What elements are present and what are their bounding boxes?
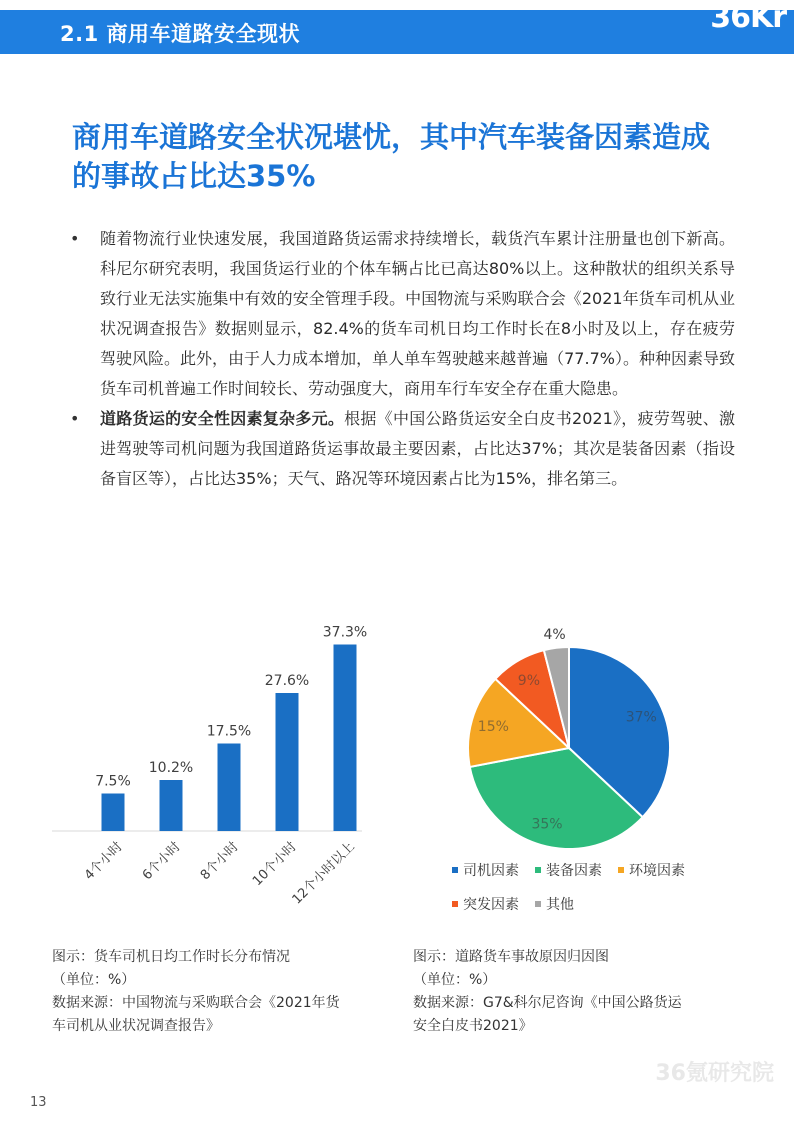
legend-item [452, 860, 519, 880]
bullet-item [70, 224, 735, 404]
bar-value-label: 27.6% [264, 673, 310, 689]
legend-swatch-icon [452, 901, 458, 907]
bar-value-label: 17.5% [206, 723, 252, 740]
caption-source-cont: 车司机从业状况调查报告》 [52, 1018, 220, 1034]
caption-unit: （单位：%） [52, 972, 136, 988]
caption-source: 数据来源：G7&科尔尼咨询《中国公路货运 [413, 995, 682, 1011]
bar [334, 645, 357, 832]
page-headline: 商用车道路安全状况堪忧，其中汽车装备因素造成的事故占比达35% [72, 120, 711, 193]
legend-swatch-icon [618, 867, 624, 873]
bar-value-label: 10.2% [148, 760, 194, 776]
bar-value-label: 7.5% [95, 773, 131, 790]
x-tick-label: 10个小时 [249, 839, 300, 890]
x-tick-label: 8个小时 [197, 839, 242, 884]
bar-value-label: 37.3% [322, 624, 368, 641]
watermark-logo: 36氪研究院 [655, 1061, 774, 1086]
x-tick-label: 12个小时以上 [289, 839, 358, 908]
bullet-bold-lead: 道路货运的安全性因素复杂多元。 [100, 409, 345, 428]
pie-value-label: 35% [531, 816, 563, 833]
bullet-text: 随着物流行业快速发展，我国道路货运需求持续增长，载货汽车累计注册量也创下新高。科尼尔研究表明，我国货运行业的个体车辆占比已高达80%以上。这种散状的组织关系导致行业无法实施集中有效的安全管理手段。中国物流与采购联合会《2021年货车司机从业状况调查报告》数据则显示，82.4%的货车司机日均工作时长在8小时及以上，存在疲劳驾驶风险。此外，由于人力成本增加，单人单车驾驶越来越普遍（77.7%）。种种因素导致货车司机普遍工作时间较长、劳动强度大，商用车行车安全存在重大隐患。 [100, 229, 735, 398]
x-tick-label: 6个小时 [139, 839, 184, 884]
legend-label: 突发因素 [463, 897, 519, 913]
legend-label: 其他 [546, 897, 574, 913]
legend-label: 环境因素 [629, 863, 685, 879]
caption-unit: （单位：%） [413, 972, 497, 988]
bar [102, 794, 125, 832]
section-title: 2.1 商用车道路安全现状 [60, 22, 301, 46]
legend-label: 装备因素 [546, 863, 602, 879]
bullet-item [70, 404, 735, 494]
bullet-list [70, 224, 735, 494]
pie-value-label: 4% [543, 626, 566, 643]
legend-label: 司机因素 [463, 863, 519, 879]
bar [160, 780, 183, 831]
legend-item [535, 860, 602, 880]
legend-swatch-icon [535, 901, 541, 907]
brand-logo: 36Kr [710, 0, 786, 35]
caption-title: 图示：货车司机日均工作时长分布情况 [52, 949, 290, 965]
accident-cause-pie-chart [420, 618, 720, 848]
caption-source-cont: 安全白皮书2021》 [413, 1018, 533, 1034]
bullet-text: 根据《中国公路货运安全白皮书2021》，疲劳驾驶、激进驾驶等司机问题为我国道路货运事故最主要因素，占比达37%；其次是装备因素（指设备盲区等），占比达35%；天气、路况等环境因素占比为15%，排名第三。 [100, 409, 735, 488]
bar [218, 744, 241, 832]
legend-row [452, 860, 752, 880]
pie-value-label: 37% [625, 709, 657, 726]
legend-item [535, 894, 574, 914]
bar-chart-caption [52, 946, 392, 1038]
legend-swatch-icon [452, 867, 458, 873]
bullet-dot-icon: • [70, 409, 80, 428]
legend-row [452, 894, 752, 914]
pie-legend [452, 860, 752, 928]
legend-item [452, 894, 519, 914]
bar [276, 693, 299, 831]
bullet-dot-icon: • [70, 229, 80, 248]
pie-chart-caption [413, 946, 753, 1038]
page-number: 13 [30, 1095, 47, 1110]
caption-source: 数据来源：中国物流与采购联合会《2021年货 [52, 995, 340, 1011]
caption-title: 图示：道路货车事故原因归因图 [413, 949, 609, 965]
legend-item [618, 860, 685, 880]
pie-value-label: 9% [517, 673, 541, 690]
work-hours-bar-chart [52, 620, 372, 930]
x-tick-label: 4个小时 [81, 839, 126, 884]
pie-value-label: 15% [477, 719, 509, 736]
legend-swatch-icon [535, 867, 541, 873]
